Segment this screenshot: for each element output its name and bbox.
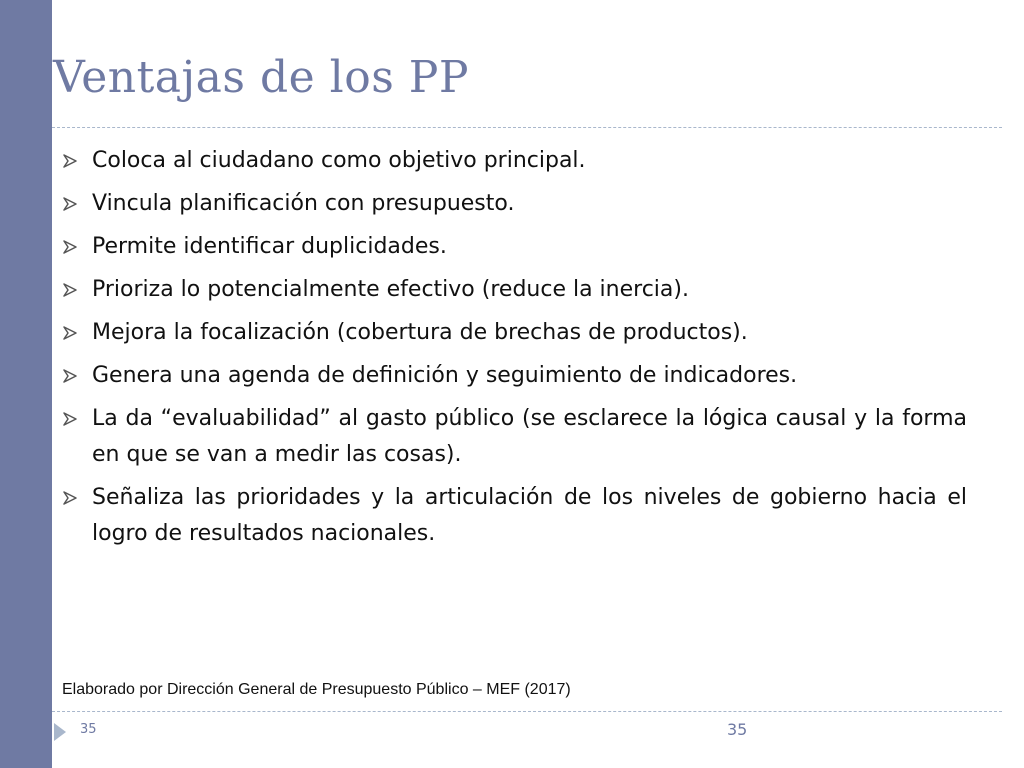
slide-title: Ventajas de los PP <box>53 52 469 103</box>
arrow-bullet-icon <box>62 490 80 506</box>
slide-number-footer: 35 <box>80 722 97 737</box>
bullet-item <box>62 143 967 179</box>
bullet-text: Mejora la focalización (cobertura de brechas de productos). <box>92 320 748 345</box>
bullet-item <box>62 358 967 394</box>
arrow-bullet-icon <box>62 411 80 427</box>
left-accent-bar <box>0 0 52 768</box>
bullet-item <box>62 480 967 552</box>
bullet-text: Vincula planificación con presupuesto. <box>92 191 515 216</box>
bullet-text: Prioriza lo potencialmente efectivo (reduce la inercia). <box>92 277 689 302</box>
arrow-bullet-icon <box>62 196 80 212</box>
bullet-text: La da “evaluabilidad” al gasto público (se esclarece la lógica causal y la forma en que se van a medir las cosas). <box>92 406 967 467</box>
arrow-bullet-icon <box>62 282 80 298</box>
source-footnote: Elaborado por Dirección General de Presupuesto Público – MEF (2017) <box>62 681 571 698</box>
bullet-text: Permite identificar duplicidades. <box>92 234 447 259</box>
arrow-bullet-icon <box>62 325 80 341</box>
footer-divider <box>52 711 1002 712</box>
bullet-item <box>62 272 967 308</box>
arrow-bullet-icon <box>62 239 80 255</box>
bullet-item <box>62 315 967 351</box>
bullet-text: Coloca al ciudadano como objetivo principal. <box>92 148 586 173</box>
arrow-bullet-icon <box>62 153 80 169</box>
bullet-list <box>62 143 967 559</box>
bullet-item <box>62 401 967 473</box>
title-divider <box>52 127 1002 128</box>
triangle-marker-icon <box>53 722 67 742</box>
slide-number: 35 <box>727 720 748 739</box>
arrow-bullet-icon <box>62 368 80 384</box>
bullet-item <box>62 229 967 265</box>
bullet-text: Genera una agenda de definición y seguimiento de indicadores. <box>92 363 798 388</box>
bullet-item <box>62 186 967 222</box>
bullet-text: Señaliza las prioridades y la articulación de los niveles de gobierno hacia el logro de resultados nacionales. <box>92 485 967 546</box>
